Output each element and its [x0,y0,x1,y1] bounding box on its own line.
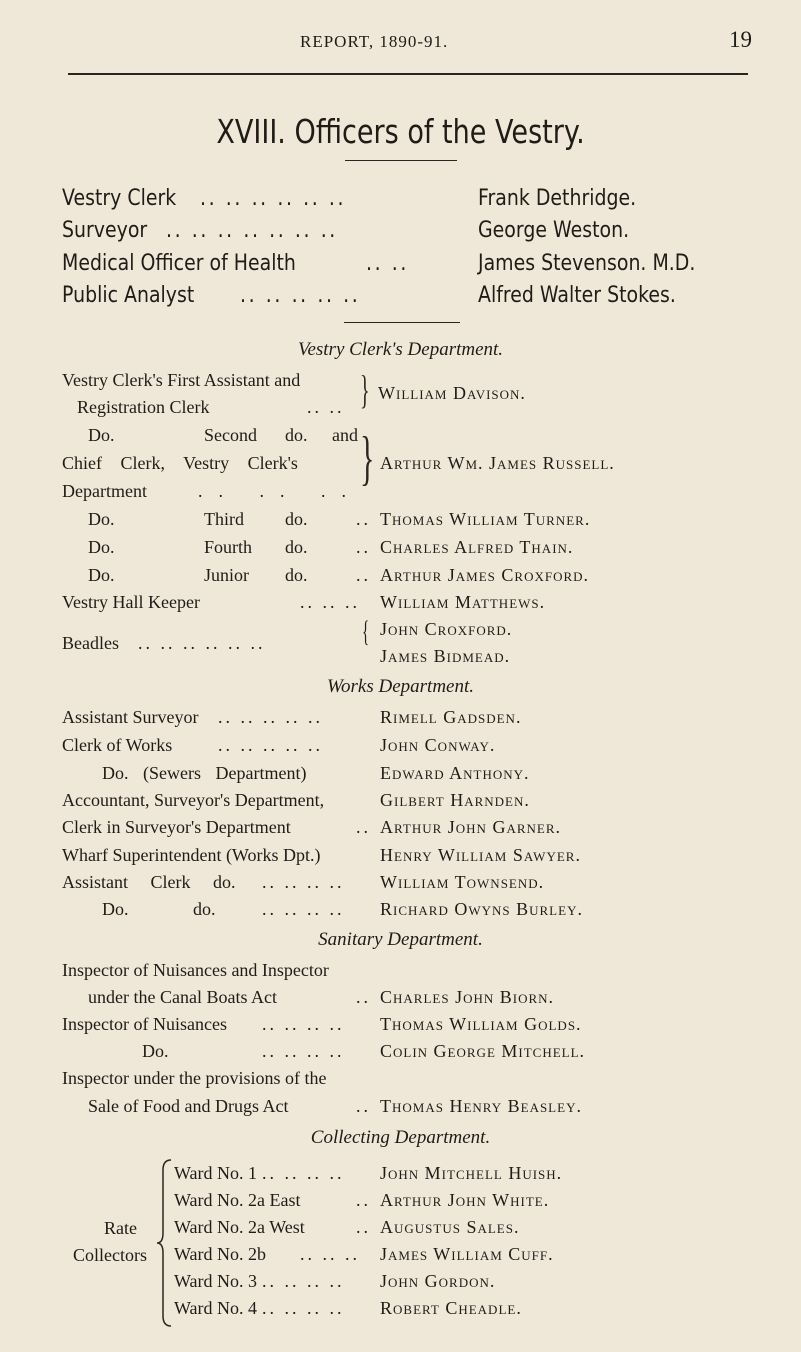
leader-dots: .. .. [307,397,345,417]
leader-dots: .. .. .. .. [262,1271,345,1291]
officer-name: Richard Owyns Burley. [380,899,583,919]
officer-row [62,186,176,211]
page-number: 19 [729,27,752,52]
second-line3: Department [62,481,147,501]
group-label: Rate [104,1218,137,1238]
officer-label: Do. do. [102,899,216,919]
running-title: REPORT, 1890-91. [300,32,449,51]
do-col2: Fourth [204,537,253,557]
section-heading: Collecting Department. [310,1127,491,1148]
leader-dots: .. .. [366,251,409,276]
do-col2: Junior [204,565,249,585]
leader-dots: .. .. .. .. .. .. [200,186,347,211]
section-rule [344,322,460,323]
officer-name: John Gordon. [380,1271,496,1291]
do-col2: Second [204,425,257,445]
officer-name: Edward Anthony. [380,763,530,783]
leader-dots: .. .. .. [198,481,362,501]
officer-name: William Townsend. [380,872,545,892]
officer-label: Do. [142,1041,169,1061]
officer-label: Assistant Surveyor [62,707,199,727]
do-col1: Do. [88,565,115,585]
officer-label: Assistant Clerk do. [62,872,236,892]
officer-name: John Croxford. [380,619,513,639]
do-col1: Do. [88,537,115,557]
do-col2: Third [204,509,244,529]
first-assistant-line1: Vestry Clerk's First Assistant and [62,370,301,390]
officer-label: Accountant, Surveyor's Department, [62,790,325,810]
officer-name: Frank Dethridge. [478,186,637,211]
officer-name: Arthur Wm. James Russell. [380,453,615,473]
leader-dots: .. [356,509,371,529]
first-assistant-line2: Registration Clerk [77,397,210,417]
leader-dots: .. [356,537,371,557]
officer-label: Wharf Superintendent (Works Dpt.) [62,845,321,865]
ward-label: Ward No. 1 [174,1163,258,1183]
ward-label: Ward No. 2a East [174,1190,301,1210]
ward-label: Ward No. 3 [174,1271,258,1291]
group-label: Collectors [73,1245,147,1265]
inspector-line1: Inspector under the provisions of the [62,1068,327,1088]
officer-name: Arthur John Garner. [380,817,562,837]
officer-name: Charles John Biorn. [380,987,555,1007]
officer-label: Beadles [62,633,119,653]
leader-dots: .. .. .. .. .. [218,707,323,727]
officer-label: Surveyor [62,218,148,243]
title-rule [345,160,457,161]
officer-label: Medical Officer of Health [62,251,296,276]
ward-label: Ward No. 2a West [174,1217,305,1237]
officer-label: Vestry Hall Keeper [62,592,200,612]
leader-dots: .. .. .. .. .. .. [138,633,266,653]
do-col3: do. [285,509,308,529]
officer-label: Do. (Sewers Department) [102,763,307,783]
leader-dots: .. [356,1096,371,1116]
inspector-line2: Sale of Food and Drugs Act [88,1096,289,1116]
officer-label: Vestry Clerk [62,186,177,211]
officer-name: George Weston. [478,218,630,243]
leader-dots: .. .. .. .. [262,1163,345,1183]
brace: } [360,367,370,412]
officer-label: Public Analyst [62,283,195,308]
leader-dots: .. .. .. .. [262,1014,345,1034]
officer-label: Clerk of Works [62,735,173,755]
second-line2: Chief Clerk, Vestry Clerk's [62,453,298,473]
officer-label: Clerk in Surveyor's Department [62,817,291,837]
officer-name: Augustus Sales. [380,1217,520,1237]
officer-name: Thomas William Golds. [380,1014,582,1034]
section-heading: Works Department. [326,676,475,697]
do-col3: do. [285,425,308,445]
leader-dots: .. .. .. .. .. .. .. [166,218,338,243]
page-title: XVIII. Officers of the Vestry. [216,112,585,151]
do-col3: do. [285,537,308,557]
officer-name: William Davison. [378,383,526,403]
brace: } [360,425,375,491]
officer-name: Gilbert Harnden. [380,790,530,810]
officer-name: William Matthews. [380,592,546,612]
do-col1: Do. [88,509,115,529]
inspector-line2: under the Canal Boats Act [88,987,277,1007]
leader-dots: .. [356,565,371,585]
officer-name: James Stevenson. M.D. [478,251,696,276]
leader-dots: .. .. .. .. [262,899,345,919]
leader-dots: .. .. .. [300,1244,360,1264]
officer-name: Robert Cheadle. [380,1298,522,1318]
officer-name: Henry William Sawyer. [380,845,581,865]
leader-dots: .. [356,987,371,1007]
leader-dots: .. .. .. .. [262,872,345,892]
leader-dots: .. [356,1217,371,1237]
officer-name: Alfred Walter Stokes. [478,283,676,308]
do-col1: Do. [88,425,115,445]
leader-dots: .. .. .. [300,592,360,612]
brace: { [362,615,370,648]
officer-name: Colin George Mitchell. [380,1041,586,1061]
officer-name: Arthur James Croxford. [380,565,590,585]
officer-name: Arthur John White. [380,1190,550,1210]
inspector-line1: Inspector of Nuisances and Inspector [62,960,329,980]
leader-dots: .. .. .. .. [262,1041,345,1061]
do-col3: do. [285,565,308,585]
officer-label: Inspector of Nuisances [62,1014,227,1034]
header-rule [68,73,748,75]
officer-name: Thomas Henry Beasley. [380,1096,582,1116]
leader-dots: .. .. .. .. [262,1298,345,1318]
ward-label: Ward No. 4 [174,1298,258,1318]
officer-name: John Conway. [380,735,496,755]
collectors-brace [155,1158,175,1328]
officer-name: John Mitchell Huish. [380,1163,563,1183]
section-heading: Vestry Clerk's Department. [297,339,504,360]
ward-label: Ward No. 2b [174,1244,267,1264]
officer-name: James William Cuff. [380,1244,554,1264]
leader-dots: .. .. .. .. .. [240,283,361,308]
officer-name: Thomas William Turner. [380,509,591,529]
section-heading: Sanitary Department. [318,929,483,950]
leader-dots: .. [356,817,371,837]
officer-name: Charles Alfred Thain. [380,537,574,557]
leader-dots: .. .. .. .. .. [218,735,323,755]
officer-name: Rimell Gadsden. [380,707,522,727]
line-tail: and [332,425,358,445]
officer-name: James Bidmead. [380,646,511,666]
leader-dots: .. [356,1190,371,1210]
